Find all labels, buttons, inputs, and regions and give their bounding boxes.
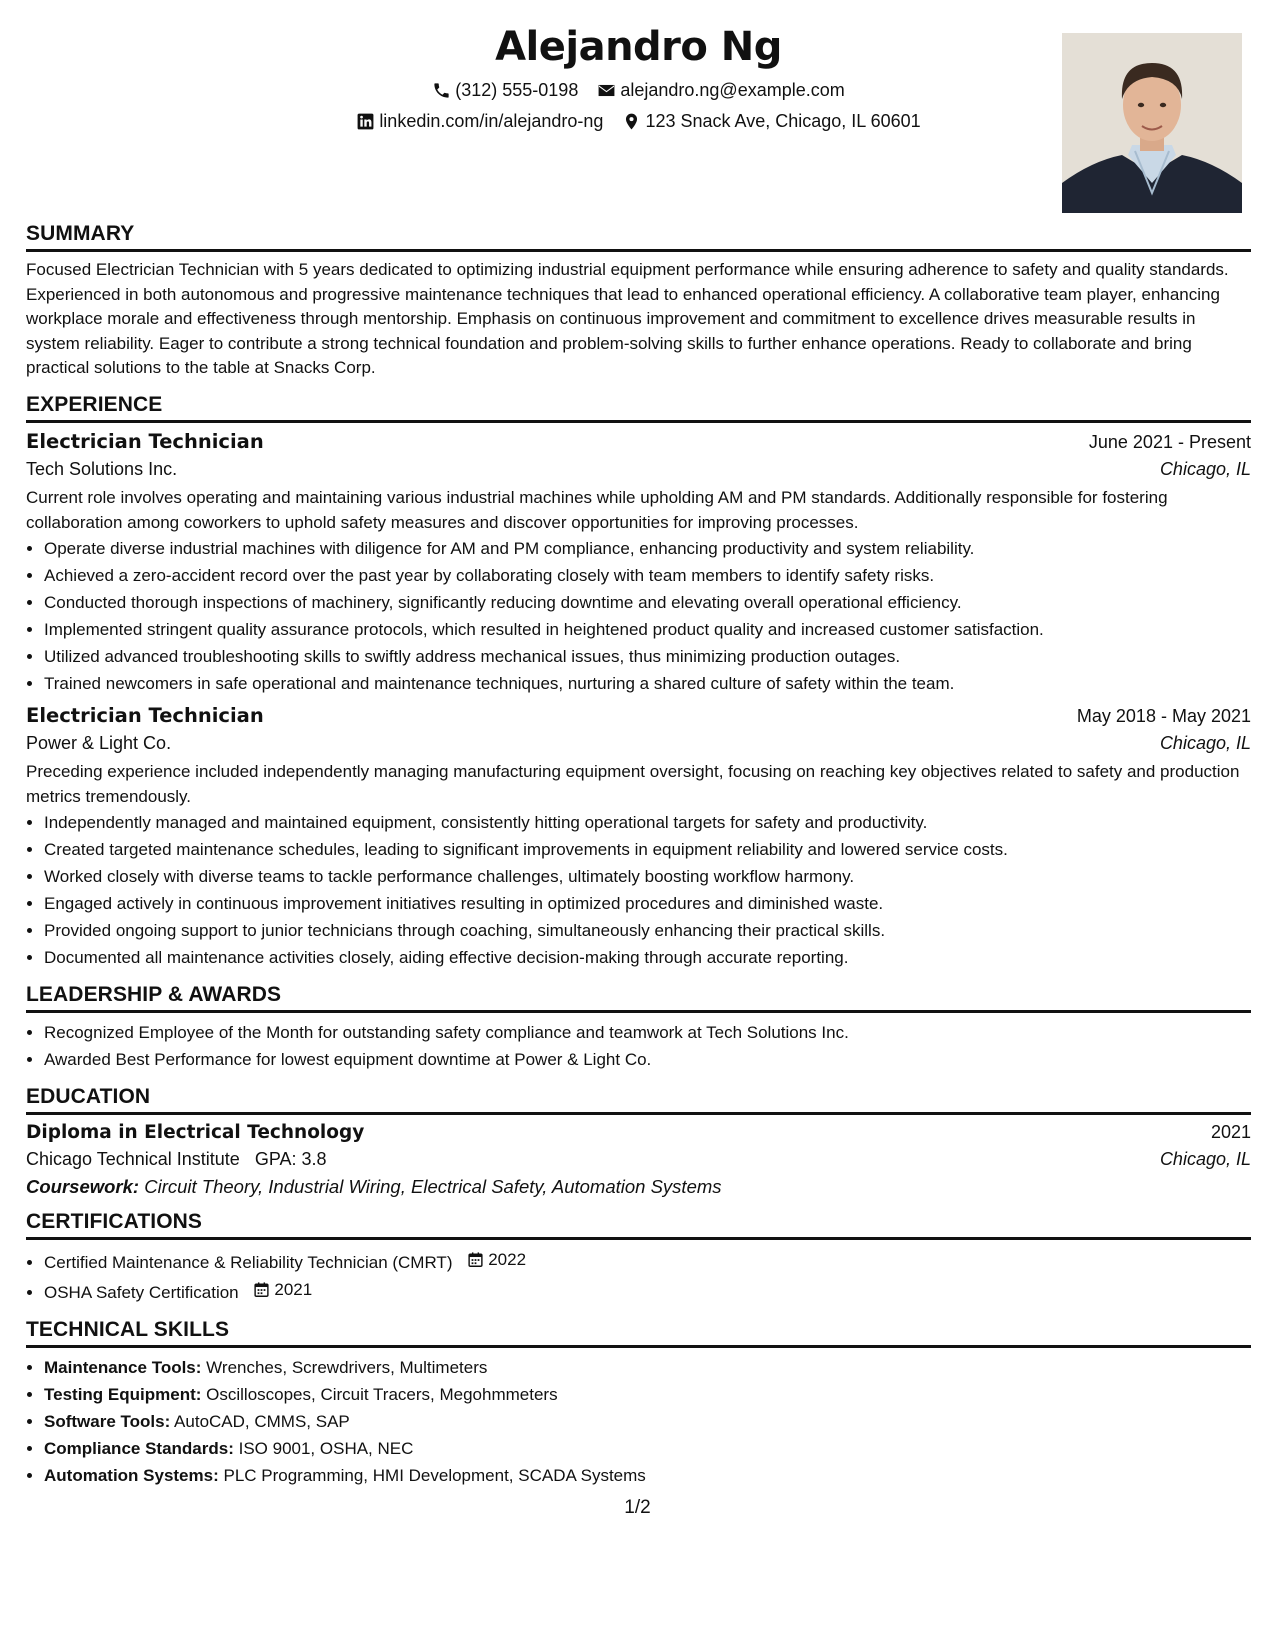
leadership-heading: LEADERSHIP & AWARDS <box>26 983 1251 1013</box>
list-item: • Engaged actively in continuous improvement initiatives resulting in optimized procedures and diminished waste. <box>44 890 1251 917</box>
certifications-list <box>26 1246 1251 1306</box>
calendar-icon <box>253 1281 270 1298</box>
skill-label: Automation Systems: <box>44 1466 219 1486</box>
job-location: Chicago, IL <box>1159 458 1251 479</box>
job-description: Current role involves operating and maintaining various industrial machines while upholding AM and PM standards. Additionally responsible for fostering collaboration among coworkers to uphold safety measures and discover opportunities for improving processes. <box>26 487 1168 532</box>
job-company: Power & Light Co. <box>26 733 172 754</box>
gpa-text: GPA: 3.8 <box>254 1149 327 1170</box>
job-description: Preceding experience included independently managing manufacturing equipment oversight, focusing on reaching key objectives related to safety and production metrics tremendously. <box>26 762 1240 806</box>
job-entry <box>26 704 1251 971</box>
page-number: 1/2 <box>624 1497 651 1518</box>
skill-value: AutoCAD, CMMS, SAP <box>174 1412 350 1432</box>
education-entry <box>26 1122 1251 1198</box>
resume-page <box>26 0 1251 1650</box>
list-item: • Awarded Best Performance for lowest equipment downtime at Power & Light Co. <box>44 1046 1251 1073</box>
certifications-heading: CERTIFICATIONS <box>26 1210 1251 1240</box>
skill-value: Wrenches, Screwdrivers, Multimeters <box>206 1358 488 1378</box>
skill-label: Software Tools: <box>44 1412 171 1432</box>
skill-value: ISO 9001, OSHA, NEC <box>238 1439 414 1459</box>
list-item: • Created targeted maintenance schedules, leading to significant improvements in equipment reliability and lowered service costs. <box>44 836 1251 863</box>
envelope-icon <box>597 81 616 100</box>
school-line <box>26 1149 327 1170</box>
experience-heading: EXPERIENCE <box>26 393 1251 423</box>
list-item: • Independently managed and maintained equipment, consistently hitting operational targets for safety and productivity. <box>44 809 1251 836</box>
list-item <box>44 1276 1251 1306</box>
cert-name: OSHA Safety Certification <box>44 1283 239 1303</box>
list-item: • Conducted thorough inspections of machinery, significantly reducing downtime and elevating overall operational efficiency. <box>44 589 1251 616</box>
list-item <box>44 1408 1251 1435</box>
list-item <box>44 1381 1251 1408</box>
education-location: Chicago, IL <box>1159 1149 1251 1170</box>
contact-linkedin[interactable] <box>356 111 603 132</box>
contact-email[interactable] <box>597 80 844 101</box>
phone-text: (312) 555-0198 <box>455 80 579 100</box>
job-title: Electrician Technician <box>26 704 264 728</box>
phone-icon <box>432 81 451 100</box>
job-company: Tech Solutions Inc. <box>26 458 178 479</box>
job-entry <box>26 430 1251 697</box>
list-item: • Worked closely with diverse teams to tackle performance challenges, ultimately boosting workflow harmony. <box>44 863 1251 890</box>
profile-photo <box>1062 33 1242 213</box>
skill-label: Maintenance Tools: <box>44 1358 202 1378</box>
list-item <box>44 1354 1251 1381</box>
list-item: • Achieved a zero-accident record over the past year by collaborating closely with team members to identify safety risks. <box>44 562 1251 589</box>
job-bullets <box>26 809 1251 971</box>
education-section <box>26 1085 1251 1198</box>
coursework-label: Coursework: <box>26 1176 140 1198</box>
cert-year: 2021 <box>274 1280 313 1300</box>
list-item <box>44 1462 1251 1489</box>
education-year: 2021 <box>1210 1122 1251 1143</box>
summary-text: Focused Electrician Technician with 5 years dedicated to optimizing industrial equipment performance while ensuring adherence to safety and quality standards. Experienced in both autonomous and progressive maintenance techniques that lead to enhanced operational efficiency. A collaborative team player, enhancing workplace morale and effectiveness through mentorship. Emphasis on continuous improvement and commitment to excellence drives measurable results in system reliability. Eager to contribute a strong technical foundation and problem-solving skills to further enhance operations. Ready to collaborate and bring practical solutions to the table at Snacks Corp. <box>26 260 1229 378</box>
experience-section <box>26 393 1251 971</box>
skill-value: PLC Programming, HMI Development, SCADA Systems <box>223 1466 646 1486</box>
job-title: Electrician Technician <box>26 429 264 453</box>
job-bullets <box>26 535 1251 697</box>
skills-heading: TECHNICAL SKILLS <box>26 1318 1251 1348</box>
skill-value: Oscilloscopes, Circuit Tracers, Megohmmeters <box>206 1385 558 1405</box>
calendar-icon <box>467 1251 484 1268</box>
leadership-section <box>26 983 1251 1073</box>
list-item: • Recognized Employee of the Month for outstanding safety compliance and teamwork at Tech Solutions Inc. <box>44 1019 1251 1046</box>
list-item: • Trained newcomers in safe operational and maintenance techniques, nurturing a shared culture of safety within the team. <box>44 670 1251 697</box>
contact-phone <box>432 80 578 101</box>
skill-label: Compliance Standards: <box>44 1439 234 1459</box>
contact-address <box>622 111 920 132</box>
linkedin-icon <box>356 112 375 131</box>
job-dates: May 2018 - May 2021 <box>1076 706 1251 727</box>
skill-label: Testing Equipment: <box>44 1385 202 1405</box>
certifications-section <box>26 1210 1251 1306</box>
list-item <box>44 1435 1251 1462</box>
linkedin-text: linkedin.com/in/alejandro-ng <box>379 111 604 131</box>
education-heading: EDUCATION <box>26 1085 1251 1115</box>
list-item: • Documented all maintenance activities closely, aiding effective decision-making through accurate reporting. <box>44 944 1251 971</box>
list-item: • Utilized advanced troubleshooting skills to swiftly address mechanical issues, thus minimizing production outages. <box>44 643 1251 670</box>
skills-section <box>26 1318 1251 1489</box>
cert-name: Certified Maintenance & Reliability Technician (CMRT) <box>44 1253 453 1273</box>
summary-heading: SUMMARY <box>26 222 1251 252</box>
leadership-list <box>26 1019 1251 1073</box>
coursework-text: Circuit Theory, Industrial Wiring, Electrical Safety, Automation Systems <box>144 1176 722 1198</box>
cert-date <box>467 1246 526 1273</box>
cert-date <box>253 1276 312 1303</box>
list-item: • Provided ongoing support to junior technicians through coaching, simultaneously enhancing their practical skills. <box>44 917 1251 944</box>
skills-list <box>26 1354 1251 1489</box>
list-item: • Implemented stringent quality assurance protocols, which resulted in heightened product quality and increased customer satisfaction. <box>44 616 1251 643</box>
degree-title: Diploma in Electrical Technology <box>26 1122 365 1144</box>
candidate-name: Alejandro Ng <box>495 24 782 70</box>
resume-header <box>26 0 1251 222</box>
address-text: 123 Snack Ave, Chicago, IL 60601 <box>645 111 921 131</box>
coursework-line <box>26 1176 1251 1198</box>
summary-section <box>26 222 1251 381</box>
map-pin-icon <box>622 112 641 131</box>
email-text: alejandro.ng@example.com <box>620 80 845 100</box>
list-item <box>44 1246 1251 1276</box>
job-dates: June 2021 - Present <box>1088 431 1251 452</box>
cert-year: 2022 <box>488 1250 527 1270</box>
school-name: Chicago Technical Institute <box>26 1149 240 1170</box>
job-location: Chicago, IL <box>1159 733 1251 754</box>
list-item: • Operate diverse industrial machines with diligence for AM and PM compliance, enhancing productivity and system reliability. <box>44 535 1251 562</box>
